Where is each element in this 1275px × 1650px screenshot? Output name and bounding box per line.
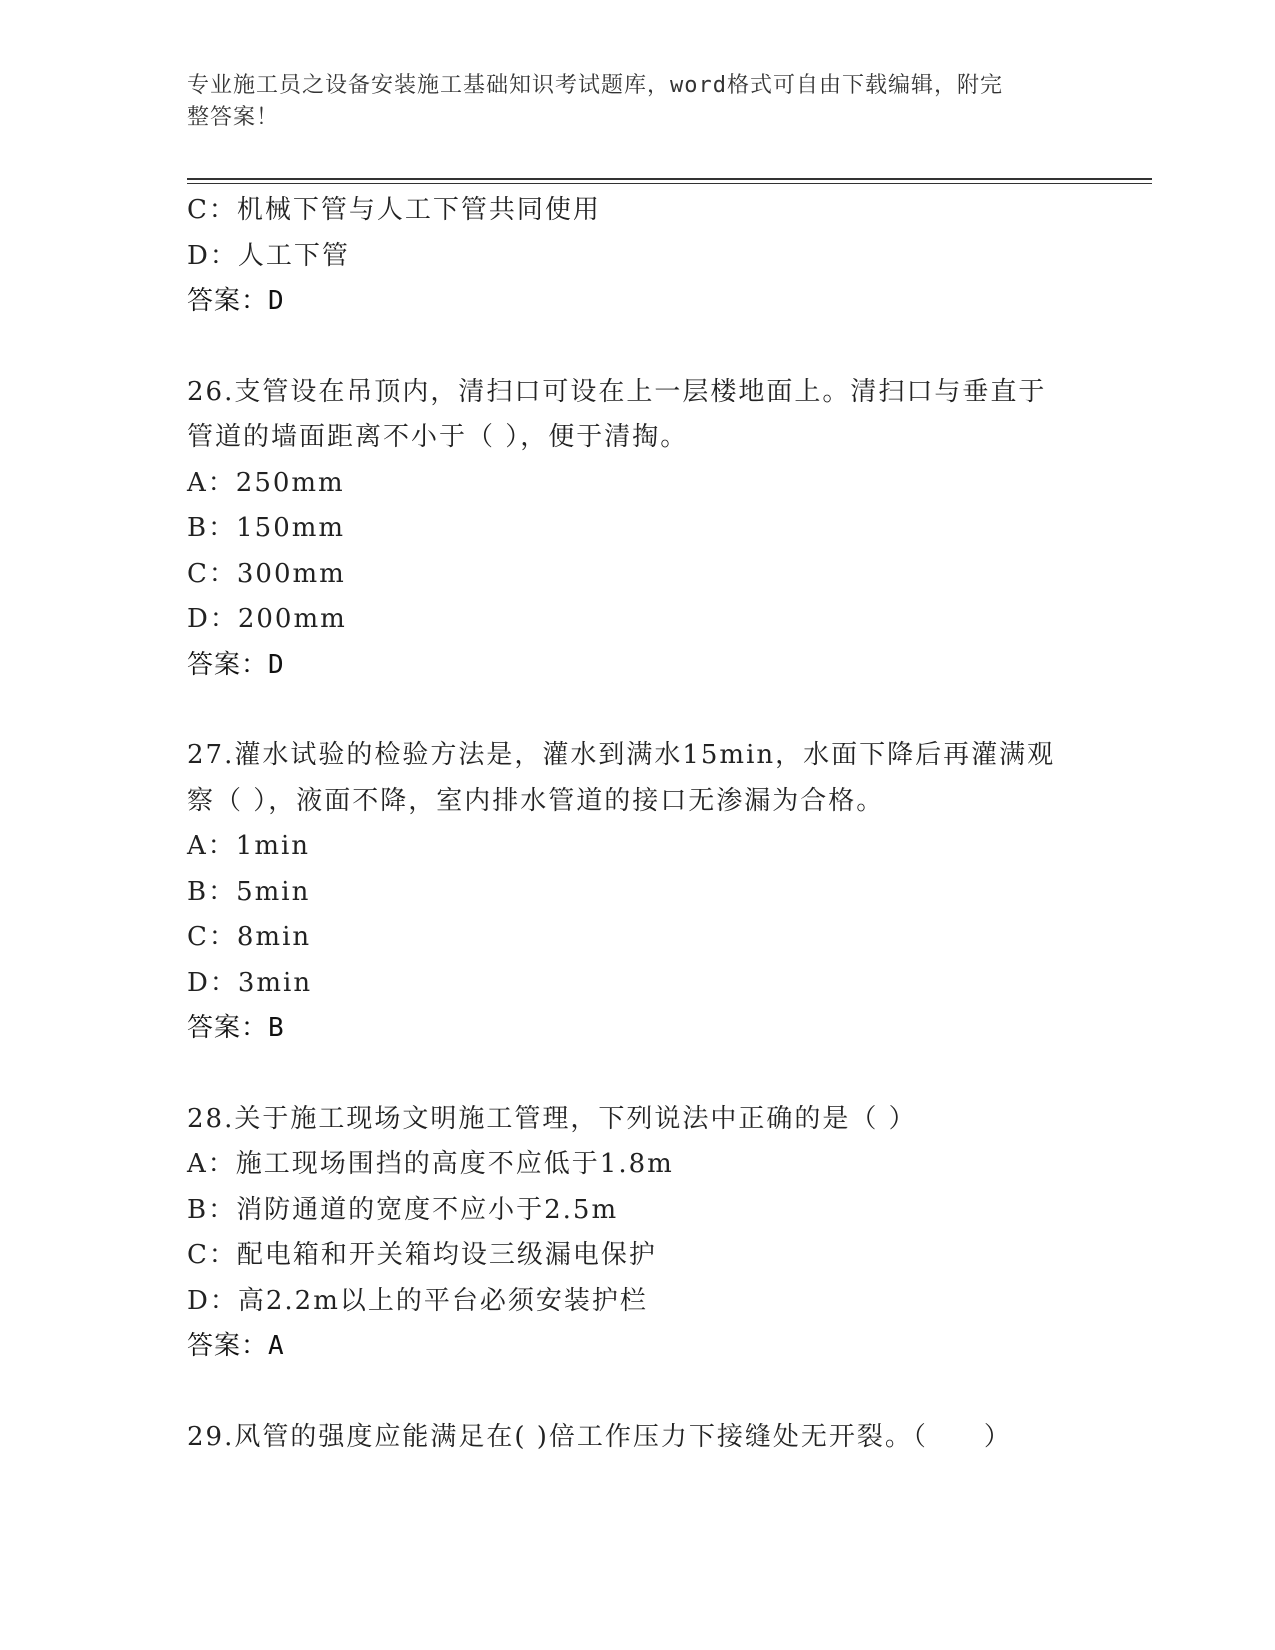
answer: 答案：A [187,1331,285,1361]
answer: 答案：D [187,649,285,680]
header-rule-thin [187,183,1152,184]
option-a: A：250mm [187,467,345,498]
answer: 答案：D [187,286,285,316]
question-26 [187,370,1087,689]
option-c: C：配电箱和开关箱均设三级漏电保护 [187,1240,657,1270]
option-a: A：1min [187,831,311,861]
question-28 [187,1097,1087,1370]
option-c: C：机械下管与人工下管共同使用 [187,195,601,225]
answer: 答案：B [187,1013,285,1043]
question-text: 29.风管的强度应能满足在( )倍工作压力下接缝处无开裂。（ ） [187,1421,1012,1452]
option-d: D：3min [187,967,313,998]
option-b: B：5min [187,876,311,907]
option-c: C：300mm [187,558,346,589]
header-line-1: 专业施工员之设备安装施工基础知识考试题库，word格式可自由下载编辑，附完 [187,73,1003,98]
option-b: B：150mm [187,513,346,543]
option-b: B：消防通道的宽度不应小于2.5m [187,1194,619,1225]
question-list [187,188,1087,1460]
question-text-cont: 管道的墙面距离不小于（ ），便于清掏。 [187,422,689,452]
question-text: 26.支管设在吊顶内，清扫口可设在上一层楼地面上。清扫口与垂直于 [187,376,1047,407]
option-d: D：200mm [187,604,347,634]
question-text: 28.关于施工现场文明施工管理，下列说法中正确的是（ ） [187,1103,917,1134]
option-a: A：施工现场围挡的高度不应低于1.8m [187,1149,674,1179]
question-25-tail [187,188,1087,325]
header-rule-thick [187,178,1152,180]
question-text: 27.灌水试验的检验方法是，灌水到满水15min，水面下降后再灌满观 [187,740,1056,770]
question-27 [187,733,1087,1052]
option-d: D：高2.2m以上的平台必须安装护栏 [187,1285,648,1316]
question-text-cont: 察（ ），液面不降，室内排水管道的接口无渗漏为合格。 [187,785,885,816]
option-d: D：人工下管 [187,240,350,271]
question-29 [187,1415,1087,1461]
option-c: C：8min [187,922,312,952]
header-line-2: 整答案！ [187,105,280,130]
document-header [187,70,1067,134]
